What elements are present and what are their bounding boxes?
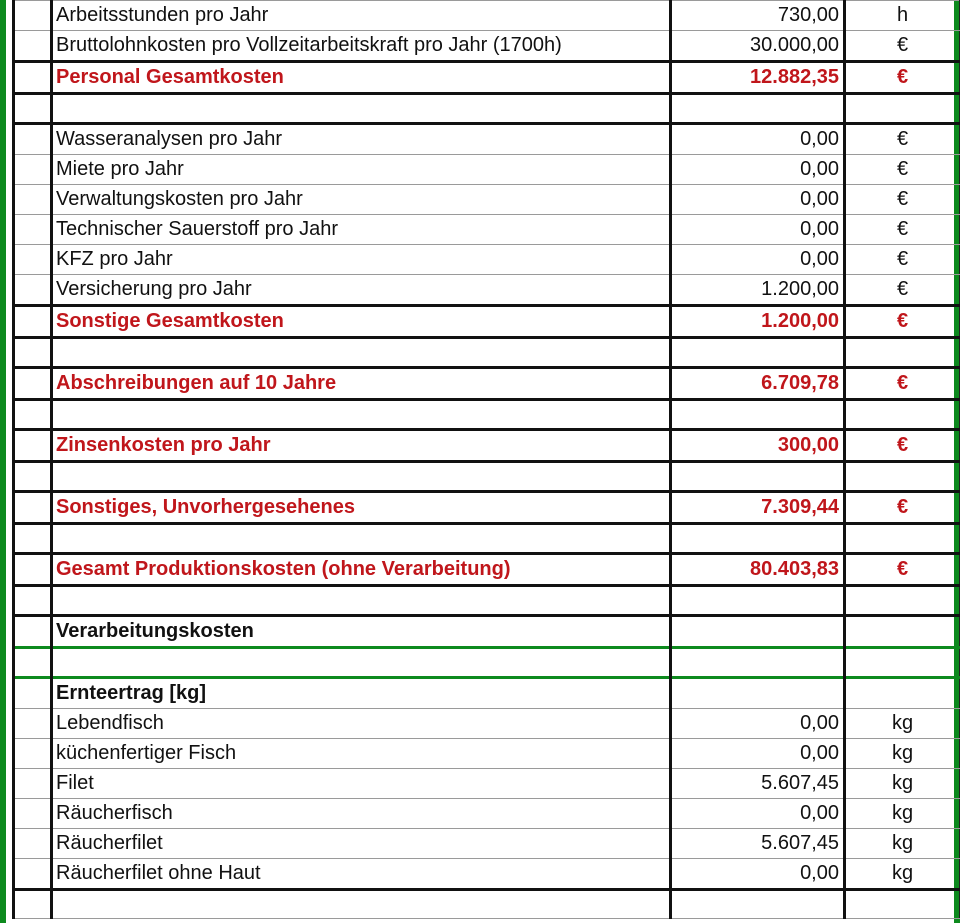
- value-cell[interactable]: 1.200,00: [671, 306, 845, 338]
- unit-cell[interactable]: h: [845, 1, 960, 31]
- unit-cell[interactable]: kg: [845, 859, 960, 890]
- value-cell[interactable]: 5.607,45: [671, 829, 845, 859]
- value-cell[interactable]: 300,00: [671, 430, 845, 462]
- row-header-cell[interactable]: [14, 400, 52, 430]
- row-header-cell[interactable]: [14, 859, 52, 890]
- table-row: [14, 275, 960, 306]
- label-cell[interactable]: Bruttolohnkosten pro Vollzeitarbeitskraft pro Jahr (1700h): [52, 31, 671, 62]
- value-cell[interactable]: 1.200,00: [671, 275, 845, 306]
- table-row: [14, 215, 960, 245]
- value-cell[interactable]: 12.882,35: [671, 62, 845, 94]
- unit-cell[interactable]: [845, 586, 960, 616]
- unit-cell[interactable]: [845, 338, 960, 368]
- table-row-empty: [14, 648, 960, 678]
- table-row-heading: [14, 678, 960, 709]
- label-cell[interactable]: Räucherfilet: [52, 829, 671, 859]
- table-row: [14, 859, 960, 890]
- row-header-cell[interactable]: [14, 462, 52, 492]
- table-row-total: [14, 62, 960, 94]
- label-cell[interactable]: Sonstiges, Unvorhergesehenes: [52, 492, 671, 524]
- table-row: [14, 155, 960, 185]
- row-header-cell[interactable]: [14, 62, 52, 94]
- value-cell[interactable]: 0,00: [671, 215, 845, 245]
- value-cell[interactable]: [671, 524, 845, 554]
- unit-cell[interactable]: €: [845, 275, 960, 306]
- table-row: [14, 739, 960, 769]
- unit-cell[interactable]: €: [845, 185, 960, 215]
- label-cell[interactable]: [52, 586, 671, 616]
- unit-cell[interactable]: €: [845, 31, 960, 62]
- unit-cell[interactable]: [845, 890, 960, 919]
- unit-cell[interactable]: €: [845, 368, 960, 400]
- unit-cell[interactable]: €: [845, 430, 960, 462]
- label-cell[interactable]: KFZ pro Jahr: [52, 245, 671, 275]
- row-header-cell[interactable]: [14, 31, 52, 62]
- row-header-cell[interactable]: [14, 709, 52, 739]
- row-header-cell[interactable]: [14, 648, 52, 678]
- row-header-cell[interactable]: [14, 586, 52, 616]
- label-cell[interactable]: Abschreibungen auf 10 Jahre: [52, 368, 671, 400]
- label-cell[interactable]: Technischer Sauerstoff pro Jahr: [52, 215, 671, 245]
- label-cell[interactable]: Räucherfisch: [52, 799, 671, 829]
- table-row-total: [14, 492, 960, 524]
- label-cell[interactable]: Sonstige Gesamtkosten: [52, 306, 671, 338]
- label-cell[interactable]: Gesamt Produktionskosten (ohne Verarbeitung): [52, 554, 671, 586]
- value-cell[interactable]: 0,00: [671, 709, 845, 739]
- label-cell[interactable]: Zinsenkosten pro Jahr: [52, 430, 671, 462]
- label-cell[interactable]: [52, 338, 671, 368]
- unit-cell[interactable]: €: [845, 62, 960, 94]
- value-cell[interactable]: [671, 586, 845, 616]
- table-row-empty: [14, 400, 960, 430]
- table-row-empty: [14, 524, 960, 554]
- label-cell[interactable]: küchenfertiger Fisch: [52, 739, 671, 769]
- row-header-cell[interactable]: [14, 155, 52, 185]
- label-cell[interactable]: Verarbeitungskosten: [52, 616, 671, 648]
- table-row-empty: [14, 586, 960, 616]
- value-cell[interactable]: 0,00: [671, 185, 845, 215]
- label-cell[interactable]: [52, 648, 671, 678]
- unit-cell[interactable]: [845, 648, 960, 678]
- value-cell[interactable]: 30.000,00: [671, 31, 845, 62]
- row-header-cell[interactable]: [14, 430, 52, 462]
- label-cell[interactable]: Wasseranalysen pro Jahr: [52, 124, 671, 155]
- label-cell[interactable]: Miete pro Jahr: [52, 155, 671, 185]
- value-cell[interactable]: 5.607,45: [671, 769, 845, 799]
- unit-cell[interactable]: €: [845, 245, 960, 275]
- label-cell[interactable]: [52, 462, 671, 492]
- value-cell[interactable]: 0,00: [671, 245, 845, 275]
- value-cell[interactable]: [671, 338, 845, 368]
- label-cell[interactable]: Personal Gesamtkosten: [52, 62, 671, 94]
- value-cell[interactable]: [671, 678, 845, 709]
- row-header-cell[interactable]: [14, 492, 52, 524]
- label-cell[interactable]: Lebendfisch: [52, 709, 671, 739]
- unit-cell[interactable]: [845, 400, 960, 430]
- label-cell[interactable]: Arbeitsstunden pro Jahr: [52, 1, 671, 31]
- table-row: [14, 185, 960, 215]
- table-row: [14, 769, 960, 799]
- unit-cell[interactable]: €: [845, 306, 960, 338]
- table-row-total: [14, 306, 960, 338]
- table-row: [14, 124, 960, 155]
- table-row: [14, 799, 960, 829]
- unit-cell[interactable]: kg: [845, 799, 960, 829]
- row-header-cell[interactable]: [14, 124, 52, 155]
- row-header-cell[interactable]: [14, 215, 52, 245]
- table-row: [14, 245, 960, 275]
- table-row: [14, 1, 960, 31]
- table-row-empty: [14, 94, 960, 124]
- unit-cell[interactable]: kg: [845, 709, 960, 739]
- unit-cell[interactable]: €: [845, 492, 960, 524]
- value-cell[interactable]: 6.709,78: [671, 368, 845, 400]
- table-row-empty: [14, 338, 960, 368]
- value-cell[interactable]: 80.403,83: [671, 554, 845, 586]
- label-cell[interactable]: Verwaltungskosten pro Jahr: [52, 185, 671, 215]
- row-header-cell[interactable]: [14, 739, 52, 769]
- value-cell[interactable]: [671, 94, 845, 124]
- label-cell[interactable]: [52, 890, 671, 919]
- value-cell[interactable]: 0,00: [671, 799, 845, 829]
- label-cell[interactable]: Filet: [52, 769, 671, 799]
- table-row: [14, 829, 960, 859]
- row-header-cell[interactable]: [14, 829, 52, 859]
- table-row: [14, 31, 960, 62]
- unit-cell[interactable]: €: [845, 155, 960, 185]
- unit-cell[interactable]: kg: [845, 829, 960, 859]
- unit-cell[interactable]: €: [845, 215, 960, 245]
- table-row-heading: [14, 616, 960, 648]
- row-header-cell[interactable]: [14, 678, 52, 709]
- row-header-cell[interactable]: [14, 554, 52, 586]
- row-header-cell[interactable]: [14, 769, 52, 799]
- table-row-total: [14, 554, 960, 586]
- unit-cell[interactable]: €: [845, 554, 960, 586]
- table-row-total: [14, 430, 960, 462]
- label-cell[interactable]: Ernteertrag [kg]: [52, 678, 671, 709]
- label-cell[interactable]: [52, 400, 671, 430]
- value-cell[interactable]: 0,00: [671, 155, 845, 185]
- unit-cell[interactable]: [845, 678, 960, 709]
- label-cell[interactable]: [52, 524, 671, 554]
- unit-cell[interactable]: [845, 94, 960, 124]
- unit-cell[interactable]: €: [845, 124, 960, 155]
- value-cell[interactable]: 0,00: [671, 739, 845, 769]
- cost-table: [12, 0, 960, 919]
- row-header-cell[interactable]: [14, 799, 52, 829]
- label-cell[interactable]: Versicherung pro Jahr: [52, 275, 671, 306]
- row-header-cell[interactable]: [14, 524, 52, 554]
- value-cell[interactable]: [671, 890, 845, 919]
- row-header-cell[interactable]: [14, 368, 52, 400]
- row-header-cell[interactable]: [14, 185, 52, 215]
- table-row-empty: [14, 890, 960, 919]
- row-header-cell[interactable]: [14, 616, 52, 648]
- row-header-cell[interactable]: [14, 1, 52, 31]
- row-header-cell[interactable]: [14, 94, 52, 124]
- row-header-cell[interactable]: [14, 890, 52, 919]
- unit-cell[interactable]: [845, 616, 960, 648]
- value-cell[interactable]: [671, 648, 845, 678]
- table-row-total: [14, 368, 960, 400]
- value-cell[interactable]: 7.309,44: [671, 492, 845, 524]
- row-header-cell[interactable]: [14, 245, 52, 275]
- row-header-cell[interactable]: [14, 338, 52, 368]
- value-cell[interactable]: [671, 616, 845, 648]
- unit-cell[interactable]: [845, 462, 960, 492]
- value-cell[interactable]: 0,00: [671, 859, 845, 890]
- value-cell[interactable]: 0,00: [671, 124, 845, 155]
- unit-cell[interactable]: kg: [845, 739, 960, 769]
- row-header-cell[interactable]: [14, 306, 52, 338]
- label-cell[interactable]: [52, 94, 671, 124]
- value-cell[interactable]: [671, 400, 845, 430]
- value-cell[interactable]: 730,00: [671, 1, 845, 31]
- value-cell[interactable]: [671, 462, 845, 492]
- unit-cell[interactable]: [845, 524, 960, 554]
- table-row-empty: [14, 462, 960, 492]
- unit-cell[interactable]: kg: [845, 769, 960, 799]
- table-row: [14, 709, 960, 739]
- label-cell[interactable]: Räucherfilet ohne Haut: [52, 859, 671, 890]
- row-header-cell[interactable]: [14, 275, 52, 306]
